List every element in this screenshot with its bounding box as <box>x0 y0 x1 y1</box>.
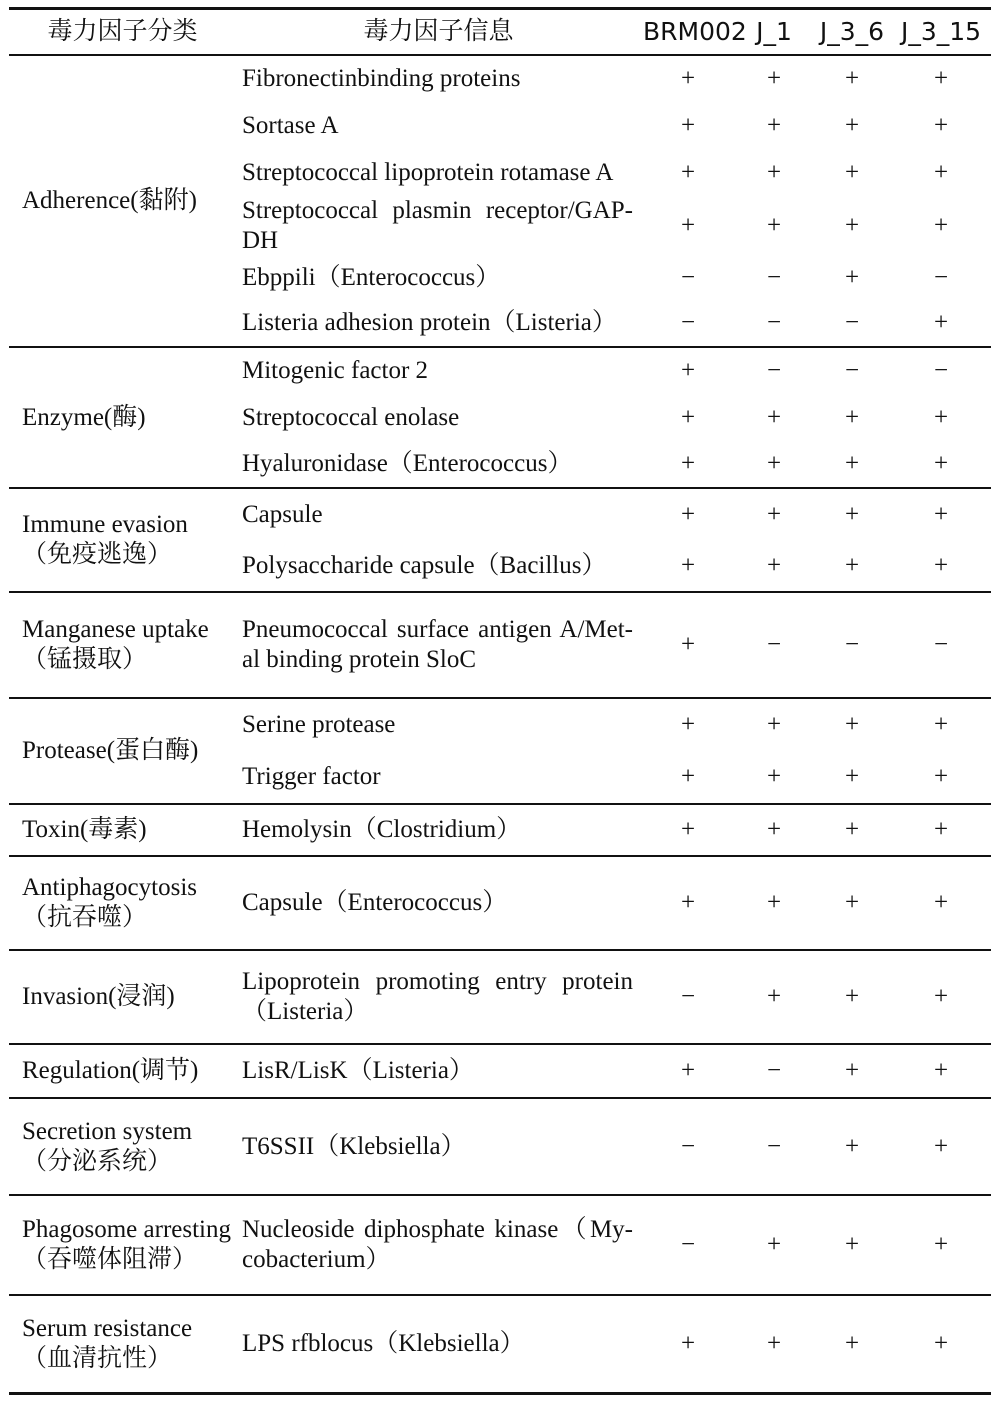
table-row <box>9 856 991 950</box>
table-row <box>9 804 991 856</box>
presence-cell: + <box>933 65 949 92</box>
table-row <box>9 347 991 394</box>
presence-cell: + <box>766 889 782 916</box>
factor-info-cell: LisR/LisK（Listeria） <box>242 1057 474 1084</box>
presence-cell: + <box>680 1329 696 1357</box>
category-cell: Secretion system（分泌系统） <box>22 1117 193 1175</box>
presence-cell: − <box>933 357 949 384</box>
presence-cell: − <box>766 309 782 336</box>
factor-info-cell: Streptococcal lipoprotein rotamase A <box>242 158 614 186</box>
table-row <box>9 1044 991 1098</box>
category-cell: Manganese uptake（锰摄取） <box>22 616 209 673</box>
factor-info-cell: Nucleoside diphosphate kinase（My-cobacterium） <box>242 1216 633 1273</box>
category-cell: Serum resistance（血清抗性） <box>22 1314 193 1372</box>
header-category: 毒力因子分类 <box>47 18 198 45</box>
group-adherence <box>9 55 991 347</box>
factor-info-cell: Hemolysin（Clostridium） <box>242 816 522 843</box>
presence-cell: + <box>933 450 949 477</box>
table-row <box>9 698 991 751</box>
group-manganese-uptake <box>9 592 991 698</box>
group-phagosome-arresting <box>9 1195 991 1295</box>
factor-info-cell: Capsule <box>242 500 323 528</box>
presence-cell: + <box>680 450 696 477</box>
table-row <box>9 592 991 698</box>
group-serum-resistance <box>9 1295 991 1393</box>
presence-cell: + <box>844 158 860 186</box>
presence-cell: + <box>933 551 949 579</box>
presence-cell: + <box>680 889 696 916</box>
presence-cell: − <box>766 357 782 384</box>
presence-cell: + <box>680 111 696 139</box>
factor-info-cell: Mitogenic factor 2 <box>242 357 429 384</box>
presence-cell: + <box>844 711 860 738</box>
factor-info-cell: Serine protease <box>242 711 396 738</box>
category-cell: Adherence(黏附) <box>22 187 197 214</box>
presence-cell: + <box>680 65 696 92</box>
presence-cell: − <box>933 264 949 291</box>
virulence-factor-table <box>9 7 991 1395</box>
presence-cell: + <box>844 1231 860 1258</box>
presence-cell: − <box>766 631 782 658</box>
presence-cell: + <box>766 816 782 843</box>
presence-cell: + <box>680 711 696 738</box>
header-strain-j1: J_1 <box>756 17 792 46</box>
presence-cell: − <box>844 309 860 336</box>
header-strain-j315: J_3_15 <box>900 17 982 46</box>
presence-cell: + <box>680 357 696 384</box>
factor-info-cell: Trigger factor <box>242 763 381 790</box>
presence-cell: − <box>680 1132 696 1160</box>
presence-cell: + <box>680 763 696 790</box>
presence-cell: + <box>844 1057 860 1084</box>
header-strain-j36: J_3_6 <box>819 17 885 46</box>
presence-cell: + <box>933 983 949 1010</box>
category-cell: Regulation(调节) <box>22 1057 199 1084</box>
group-immune-evasion <box>9 488 991 592</box>
presence-cell: + <box>844 551 860 579</box>
presence-cell: + <box>680 816 696 843</box>
table-row <box>9 1195 991 1295</box>
factor-info-cell: Ebppili（Enterococcus） <box>242 264 501 291</box>
presence-cell: − <box>844 631 860 658</box>
presence-cell: + <box>766 551 782 579</box>
group-protease <box>9 698 991 804</box>
presence-cell: + <box>844 450 860 477</box>
presence-cell: − <box>680 309 696 336</box>
category-cell: Toxin(毒素) <box>22 816 147 843</box>
presence-cell: + <box>933 763 949 790</box>
presence-cell: + <box>933 111 949 139</box>
presence-cell: − <box>933 631 949 658</box>
group-regulation <box>9 1044 991 1098</box>
presence-cell: + <box>933 309 949 336</box>
presence-cell: + <box>933 212 949 239</box>
factor-info-cell: Pneumococcal surface antigen A/Met-al binding protein SloC <box>242 616 633 673</box>
group-antiphagocytosis <box>9 856 991 950</box>
factor-info-cell: Capsule（Enterococcus） <box>242 889 508 916</box>
presence-cell: + <box>680 500 696 528</box>
presence-cell: + <box>680 158 696 186</box>
presence-cell: + <box>844 1132 860 1160</box>
presence-cell: + <box>844 983 860 1010</box>
presence-cell: + <box>680 551 696 579</box>
presence-cell: + <box>680 403 696 431</box>
presence-cell: + <box>844 212 860 239</box>
presence-cell: + <box>766 403 782 431</box>
category-cell: Enzyme(酶) <box>22 403 146 431</box>
presence-cell: + <box>766 111 782 139</box>
group-enzyme <box>9 347 991 488</box>
presence-cell: + <box>844 111 860 139</box>
presence-cell: + <box>933 158 949 186</box>
factor-info-cell: Listeria adhesion protein（Listeria） <box>242 309 617 336</box>
presence-cell: + <box>680 1057 696 1084</box>
presence-cell: + <box>933 403 949 431</box>
category-cell: Phagosome arresting（吞噬体阻滞） <box>22 1216 231 1273</box>
presence-cell: + <box>766 450 782 477</box>
presence-cell: + <box>766 1329 782 1357</box>
presence-cell: + <box>933 500 949 528</box>
presence-cell: + <box>933 1132 949 1160</box>
table-row <box>9 488 991 540</box>
category-cell: Invasion(浸润) <box>22 983 175 1010</box>
presence-cell: + <box>680 212 696 239</box>
presence-cell: − <box>680 983 696 1010</box>
presence-cell: + <box>933 816 949 843</box>
factor-info-cell: Lipoprotein promoting entry protein（Listeria） <box>242 968 633 1025</box>
presence-cell: + <box>844 816 860 843</box>
presence-cell: + <box>766 711 782 738</box>
factor-info-cell: Hyaluronidase（Enterococcus） <box>242 450 573 477</box>
presence-cell: + <box>844 1329 860 1357</box>
table-row <box>9 55 991 102</box>
presence-cell: + <box>844 763 860 790</box>
category-cell: Immune evasion（免疫逃逸） <box>22 511 188 568</box>
factor-info-cell: Fibronectinbinding proteins <box>242 65 521 92</box>
presence-cell: + <box>933 1057 949 1084</box>
presence-cell: + <box>933 711 949 738</box>
factor-info-cell: Sortase A <box>242 111 339 139</box>
group-toxin <box>9 804 991 856</box>
factor-info-cell: Streptococcal plasmin receptor/GAP-DH <box>242 197 633 254</box>
presence-cell: − <box>844 357 860 384</box>
presence-cell: + <box>766 212 782 239</box>
header-info: 毒力因子信息 <box>363 18 514 45</box>
presence-cell: − <box>680 1231 696 1258</box>
presence-cell: + <box>933 1329 949 1357</box>
presence-cell: + <box>766 158 782 186</box>
presence-cell: + <box>766 1231 782 1258</box>
factor-info-cell: Polysaccharide capsule（Bacillus） <box>242 551 607 579</box>
presence-cell: + <box>844 500 860 528</box>
presence-cell: − <box>766 1132 782 1160</box>
header-strain-brm002: BRM002 <box>643 17 747 46</box>
table-row <box>9 1295 991 1393</box>
presence-cell: + <box>844 264 860 291</box>
factor-info-cell: LPS rfblocus（Klebsiella） <box>242 1329 525 1357</box>
factor-info-cell: T6SSII（Klebsiella） <box>242 1132 466 1160</box>
presence-cell: + <box>844 65 860 92</box>
presence-cell: + <box>766 65 782 92</box>
presence-cell: + <box>766 763 782 790</box>
factor-info-cell: Streptococcal enolase <box>242 403 460 431</box>
presence-cell: − <box>766 264 782 291</box>
group-secretion-system <box>9 1098 991 1195</box>
presence-cell: + <box>766 500 782 528</box>
presence-cell: − <box>680 264 696 291</box>
table-row <box>9 1098 991 1195</box>
category-cell: Protease(蛋白酶) <box>22 737 199 764</box>
presence-cell: + <box>766 983 782 1010</box>
presence-cell: + <box>680 631 696 658</box>
category-cell: Antiphagocytosis（抗吞噬） <box>22 874 197 931</box>
table-header <box>9 9 991 56</box>
table-row <box>9 950 991 1044</box>
group-invasion <box>9 950 991 1044</box>
presence-cell: + <box>933 1231 949 1258</box>
presence-cell: + <box>933 889 949 916</box>
presence-cell: + <box>844 889 860 916</box>
header-row <box>9 9 991 56</box>
presence-cell: − <box>766 1057 782 1084</box>
presence-cell: + <box>844 403 860 431</box>
